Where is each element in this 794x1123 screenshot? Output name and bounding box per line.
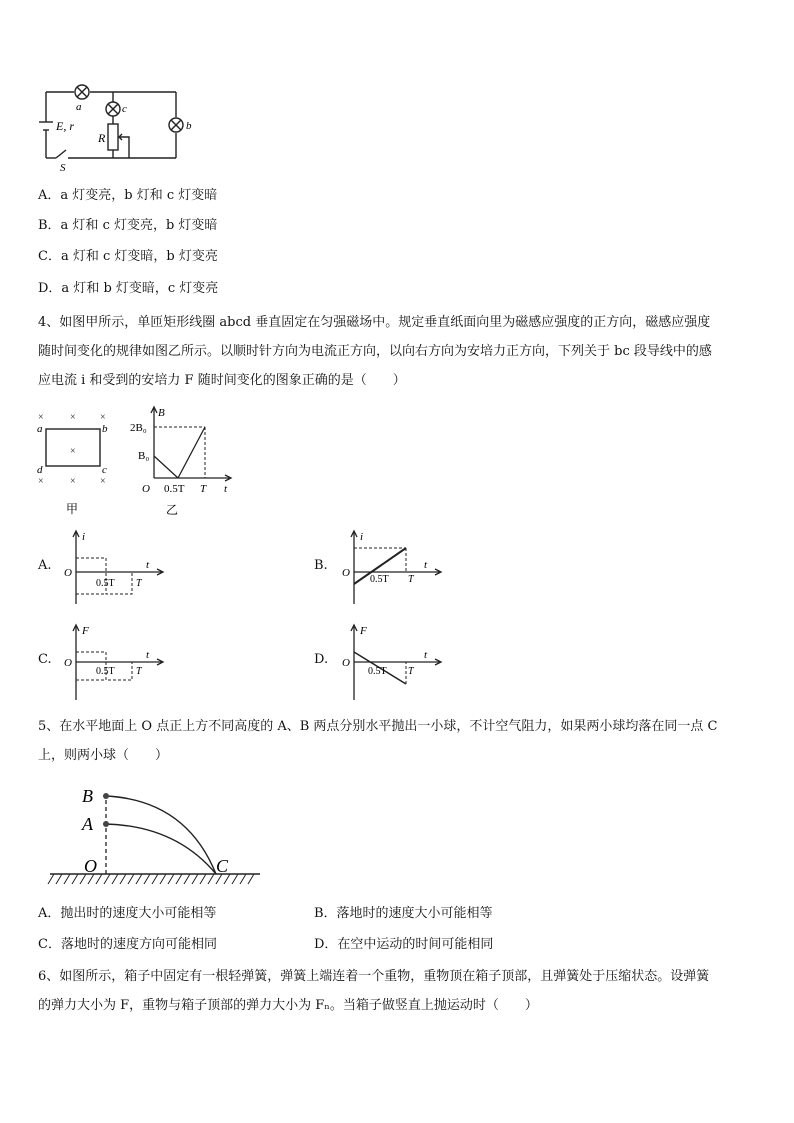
tick-half-t: 0.5T	[96, 578, 115, 589]
tick-t: T	[136, 578, 142, 589]
source-label: E, r	[56, 119, 74, 133]
q4-line-2: 随时间变化的规律如图乙所示。以顺时针方向为电流正方向，以向右方向为安培力正方向，下列关于 bc 段导线中的感	[38, 344, 712, 359]
tick-half-t: 0.5T	[368, 666, 387, 677]
origin-label: O	[342, 657, 350, 669]
t-axis-label: t	[424, 649, 428, 661]
origin-label: O	[342, 567, 350, 579]
q5-line-2: 上，则两小球（ ）	[38, 748, 169, 763]
svg-text:×: ×	[100, 476, 106, 487]
figure-jia-caption: 甲	[66, 502, 79, 516]
corner-b-label: b	[102, 423, 108, 435]
tick-2b0: 2B₀	[130, 422, 147, 434]
axis-i-label: i	[82, 531, 86, 543]
tick-half-t: 0.5T	[164, 483, 185, 495]
t-axis-label: t	[424, 559, 428, 571]
t-axis-label: t	[224, 483, 228, 495]
projectile-figure	[46, 782, 266, 890]
q4-option-b-label[interactable]: B.	[314, 558, 328, 573]
svg-text:×: ×	[38, 476, 44, 487]
q6-line-1: 6、如图所示，箱子中固定有一根轻弹簧，弹簧上端连着一个重物，重物顶在箱子顶部，且弹簧处于压缩状态。设弹簧	[38, 969, 710, 984]
figure-jia-coil	[34, 406, 114, 518]
q3-option-d[interactable]: D．a 灯和 b 灯变暗，c 灯变亮	[38, 281, 219, 296]
point-c-label: C	[216, 856, 229, 876]
t-axis-label: t	[146, 559, 150, 571]
axis-i-label: i	[360, 531, 364, 543]
q4-option-c-label[interactable]: C.	[38, 652, 52, 667]
tick-t: T	[408, 666, 414, 677]
q5-option-b[interactable]: B．落地时的速度大小可能相等	[314, 906, 493, 921]
q4-option-d-graph[interactable]	[340, 622, 450, 702]
q4-question	[38, 308, 758, 395]
tick-b0: B₀	[138, 450, 150, 462]
axis-f-label: F	[82, 625, 89, 637]
q3-option-b[interactable]: B．a 灯和 c 灯变亮，b 灯变暗	[38, 218, 218, 233]
q4-option-d-label[interactable]: D.	[314, 652, 329, 667]
t-axis-label: t	[146, 649, 150, 661]
switch-label: S	[60, 162, 66, 172]
q4-option-c-graph[interactable]	[62, 622, 172, 702]
b-axis-label: B	[158, 407, 165, 419]
figure-yi-caption: 乙	[166, 503, 179, 517]
tick-t: T	[136, 666, 142, 677]
corner-c-label: c	[102, 464, 107, 476]
q5-option-a[interactable]: A．抛出时的速度大小可能相等	[38, 906, 217, 921]
origin-label: O	[64, 567, 72, 579]
q4-option-a-label[interactable]: A.	[38, 558, 52, 573]
tick-t: T	[200, 483, 207, 495]
tick-half-t: 0.5T	[96, 666, 115, 677]
circuit-diagram	[36, 80, 196, 172]
axis-f-label: F	[360, 625, 367, 637]
svg-text:×: ×	[70, 476, 76, 487]
point-a-label: A	[82, 814, 93, 834]
q6-question	[38, 962, 758, 1020]
q4-option-a-graph[interactable]	[62, 528, 172, 608]
corner-d-label: d	[37, 464, 43, 476]
origin-label: O	[142, 483, 150, 495]
svg-text:×: ×	[70, 412, 76, 423]
svg-text:×: ×	[100, 412, 106, 423]
lamp-b-label: b	[186, 120, 192, 132]
svg-text:×: ×	[38, 412, 44, 423]
q4-line-3: 应电流 i 和受到的安培力 F 随时间变化的图象正确的是（ ）	[38, 373, 406, 388]
q5-option-d[interactable]: D．在空中运动的时间可能相同	[314, 937, 494, 952]
tick-half-t: 0.5T	[370, 574, 389, 585]
lamp-a-label: a	[76, 101, 82, 113]
svg-text:×: ×	[70, 446, 76, 457]
point-o-label: O	[84, 856, 97, 876]
point-b-label: B	[82, 786, 93, 806]
q3-option-c[interactable]: C．a 灯和 c 灯变暗，b 灯变亮	[38, 249, 218, 264]
tick-t: T	[408, 574, 414, 585]
q4-option-b-graph[interactable]	[340, 528, 450, 608]
q5-line-1: 5、在水平地面上 O 点正上方不同高度的 A、B 两点分别水平抛出一小球，不计空气阻力，如果两小球均落在同一点 C	[38, 719, 718, 734]
origin-label: O	[64, 657, 72, 669]
lamp-c-label: c	[122, 103, 127, 115]
q5-question	[38, 712, 758, 770]
figure-yi-graph	[126, 402, 238, 518]
q3-option-a[interactable]: A．a 灯变亮，b 灯和 c 灯变暗	[38, 188, 218, 203]
corner-a-label: a	[37, 423, 43, 435]
q5-option-c[interactable]: C．落地时的速度方向可能相同	[38, 937, 217, 952]
q6-line-2: 的弹力大小为 F，重物与箱子顶部的弹力大小为 Fₙ。当箱子做竖直上抛运动时（ ）	[38, 998, 538, 1013]
resistor-label: R	[98, 131, 106, 145]
q4-line-1: 4、如图甲所示，单匝矩形线圈 abcd 垂直固定在匀强磁场中。规定垂直纸面向里为磁感应强度的正方向，磁感应强度	[38, 315, 711, 330]
